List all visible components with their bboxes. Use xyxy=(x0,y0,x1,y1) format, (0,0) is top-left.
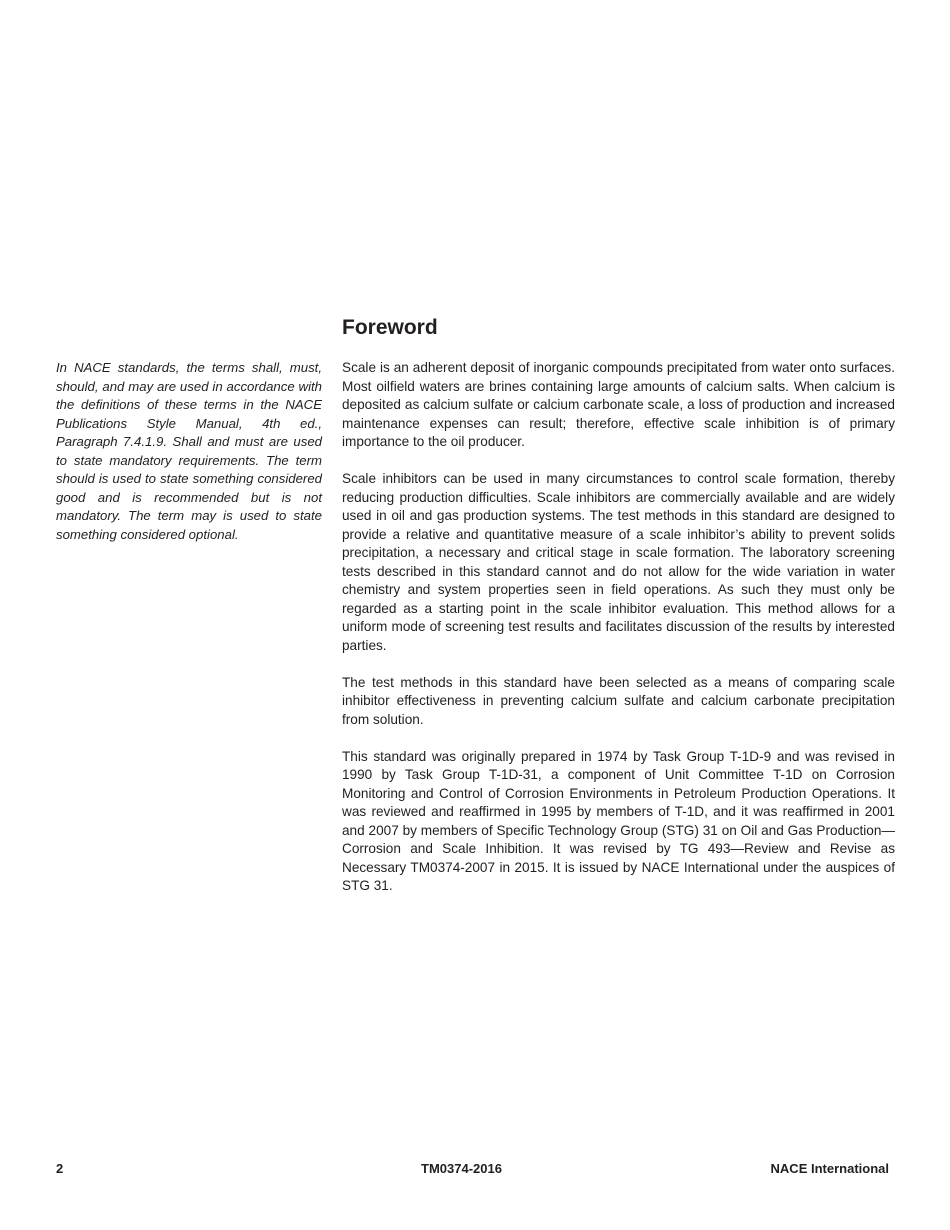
foreword-paragraph: This standard was originally prepared in 1974 by Task Group T-1D-9 and was revised in 1990 by Task Group T-1D-31, a component of Unit Committee T-1D on Corrosion Monitoring and Control of Corrosion Environments in Petroleum Production Operations. It was reviewed and reaffirmed in 1995 by members of T-1D, and it was reaffirmed in 2001 and 2007 by members of Specific Technology Group (STG) 31 on Oil and Gas Production—Corrosion and Scale Inhibition. It was revised by TG 493—Review and Revise as Necessary TM0374-2007 in 2015. It is issued by NACE International under the auspices of STG 31. xyxy=(342,748,895,893)
foreword-paragraph: Scale inhibitors can be used in many circumstances to control scale formation, thereby reducing production difficulties. Scale inhibitors are commercially available and are widely used in oil and gas production systems. The test methods in this standard are designed to provide a relative and quantitative measure of a scale inhibitor’s ability to prevent solids precipitation, a necessary and critical stage in scale formation. The laboratory screening tests described in this standard cannot and do not allow for the wide variation in water chemistry and system properties seen in field operations. As such they must only be regarded as a starting point in the scale inhibitor evaluation. This method allows for a uniform mode of screening test results and facilitates discussion of the results by interested parties. xyxy=(342,471,895,653)
organization-name: NACE International xyxy=(770,1161,889,1176)
page-number: 2 xyxy=(56,1161,64,1176)
foreword-paragraph: The test methods in this standard have been selected as a means of comparing scale inhibitor effectiveness in preventing calcium sulfate and calcium carbonate precipitation from solution. xyxy=(342,674,895,727)
document-id: TM0374-2016 xyxy=(421,1161,502,1176)
terminology-note: In NACE standards, the terms shall, must, should, and may are used in accordance with the definitions of these terms in the NACE Publications Style Manual, 4th ed., Paragraph 7.4.1.9. Shall and must are used to state mandatory requirements. The term should is used to state something considered good and is recommended but is not mandatory. The term may is used to state something considered optional. xyxy=(56,360,322,542)
foreword-heading: Foreword xyxy=(342,316,438,339)
foreword-paragraph: Scale is an adherent deposit of inorganic compounds precipitated from water onto surfaces. Most oilfield waters are brines containing large amounts of calcium salts. When calcium is deposited as calcium sulfate or calcium carbonate scale, a loss of production and increased maintenance expenses can result; therefore, effective scale inhibition is of primary importance to the oil producer. xyxy=(342,360,895,449)
foreword-body xyxy=(342,359,895,914)
